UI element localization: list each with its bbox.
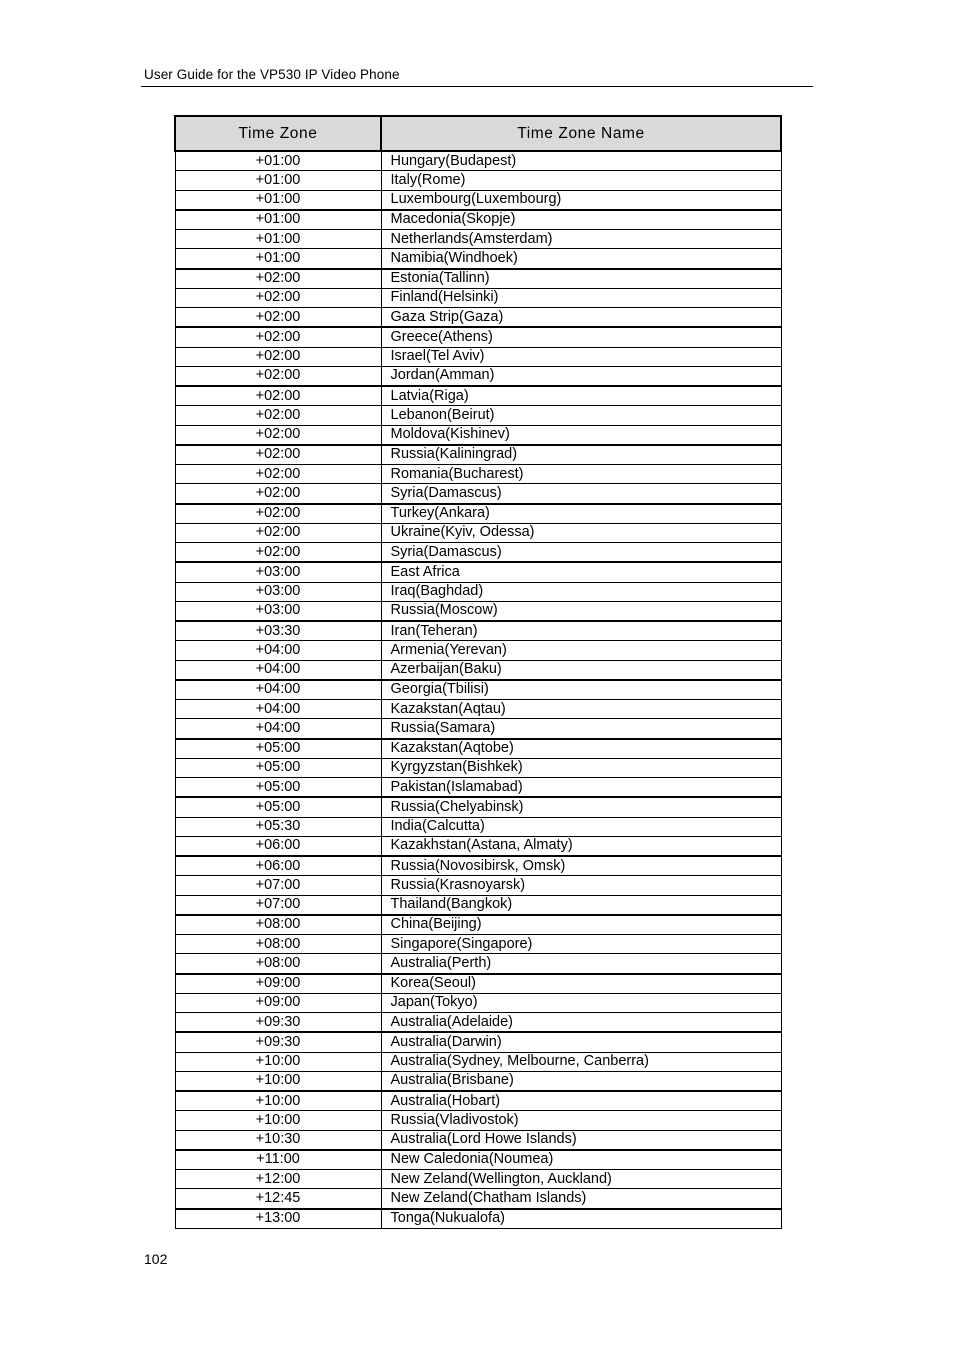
time-zone-offset-cell: +10:00 (175, 1091, 381, 1111)
table-row (175, 915, 781, 935)
time-zone-offset-cell: +04:00 (175, 660, 381, 680)
time-zone-name-cell: Iran(Teheran) (381, 621, 781, 641)
time-zone-name-cell: Syria(Damascus) (381, 543, 781, 563)
time-zone-name-cell: New Zeland(Wellington, Auckland) (381, 1170, 781, 1189)
table-row (175, 230, 781, 249)
table-row (175, 856, 781, 876)
time-zone-offset-cell: +06:00 (175, 856, 381, 876)
table-row (175, 778, 781, 798)
time-zone-offset-cell: +09:00 (175, 993, 381, 1012)
table-row (175, 1013, 781, 1033)
table-row (175, 1189, 781, 1209)
time-zone-name-cell: Korea(Seoul) (381, 974, 781, 994)
time-zone-name-cell: Moldova(Kishinev) (381, 425, 781, 445)
time-zone-offset-cell: +01:00 (175, 171, 381, 190)
table-row (175, 249, 781, 269)
table-row (175, 406, 781, 425)
table-row (175, 739, 781, 759)
time-zone-offset-cell: +02:00 (175, 465, 381, 484)
time-zone-offset-cell: +03:00 (175, 601, 381, 621)
table-row (175, 269, 781, 289)
time-zone-name-cell: Estonia(Tallinn) (381, 269, 781, 289)
time-zone-offset-cell: +01:00 (175, 151, 381, 171)
time-zone-name-cell: Kazakhstan(Astana, Almaty) (381, 836, 781, 856)
time-zone-name-cell: India(Calcutta) (381, 817, 781, 836)
table-row (175, 1052, 781, 1071)
time-zone-name-cell: Syria(Damascus) (381, 484, 781, 504)
time-zone-name-cell: Turkey(Ankara) (381, 504, 781, 524)
time-zone-offset-cell: +10:00 (175, 1111, 381, 1130)
time-zone-offset-cell: +07:00 (175, 895, 381, 915)
column-header-time-zone-name: Time Zone Name (381, 116, 781, 151)
header-rule (141, 86, 813, 87)
time-zone-name-cell: Netherlands(Amsterdam) (381, 230, 781, 249)
time-zone-name-cell: Iraq(Baghdad) (381, 582, 781, 601)
table-row (175, 935, 781, 954)
time-zone-name-cell: Lebanon(Beirut) (381, 406, 781, 425)
table-row (175, 210, 781, 230)
time-zone-offset-cell: +13:00 (175, 1209, 381, 1229)
time-zone-offset-cell: +02:00 (175, 406, 381, 425)
time-zone-offset-cell: +02:00 (175, 523, 381, 542)
table-header-row (175, 116, 781, 151)
time-zone-offset-cell: +02:00 (175, 386, 381, 406)
time-zone-name-cell: Jordan(Amman) (381, 366, 781, 386)
table-row (175, 1032, 781, 1052)
table-row (175, 386, 781, 406)
time-zone-name-cell: Armenia(Yerevan) (381, 641, 781, 660)
time-zone-offset-cell: +05:00 (175, 758, 381, 777)
table-row (175, 719, 781, 739)
time-zone-offset-cell: +08:00 (175, 935, 381, 954)
time-zone-offset-cell: +02:00 (175, 543, 381, 563)
time-zone-name-cell: Australia(Darwin) (381, 1032, 781, 1052)
time-zone-offset-cell: +02:00 (175, 504, 381, 524)
time-zone-offset-cell: +05:00 (175, 797, 381, 817)
time-zone-name-cell: Australia(Brisbane) (381, 1071, 781, 1091)
table-row (175, 366, 781, 386)
table-row (175, 680, 781, 700)
table-row (175, 1071, 781, 1091)
time-zone-name-cell: Russia(Moscow) (381, 601, 781, 621)
time-zone-offset-cell: +03:00 (175, 562, 381, 582)
time-zone-offset-cell: +10:00 (175, 1052, 381, 1071)
time-zone-name-cell: Japan(Tokyo) (381, 993, 781, 1012)
time-zone-offset-cell: +01:00 (175, 249, 381, 269)
time-zone-name-cell: New Caledonia(Noumea) (381, 1150, 781, 1170)
table-row (175, 308, 781, 328)
time-zone-offset-cell: +03:00 (175, 582, 381, 601)
table-row (175, 1091, 781, 1111)
table-row (175, 954, 781, 974)
time-zone-offset-cell: +09:30 (175, 1032, 381, 1052)
time-zone-name-cell: Tonga(Nukualofa) (381, 1209, 781, 1229)
table-row (175, 504, 781, 524)
time-zone-name-cell: Latvia(Riga) (381, 386, 781, 406)
table-row (175, 327, 781, 347)
table-row (175, 895, 781, 915)
table-row (175, 1209, 781, 1229)
table-row (175, 484, 781, 504)
time-zone-offset-cell: +02:00 (175, 484, 381, 504)
table-row (175, 836, 781, 856)
page-number: 102 (144, 1251, 168, 1267)
table-row (175, 817, 781, 836)
time-zone-name-cell: Gaza Strip(Gaza) (381, 308, 781, 328)
time-zone-name-cell: Australia(Perth) (381, 954, 781, 974)
table-row (175, 974, 781, 994)
time-zone-name-cell: China(Beijing) (381, 915, 781, 935)
time-zone-name-cell: Australia(Sydney, Melbourne, Canberra) (381, 1052, 781, 1071)
table-row (175, 700, 781, 719)
time-zone-name-cell: Russia(Samara) (381, 719, 781, 739)
time-zone-offset-cell: +02:00 (175, 288, 381, 307)
time-zone-table-body (175, 151, 781, 1228)
time-zone-offset-cell: +03:30 (175, 621, 381, 641)
time-zone-offset-cell: +09:30 (175, 1013, 381, 1033)
time-zone-name-cell: Pakistan(Islamabad) (381, 778, 781, 798)
table-row (175, 1130, 781, 1150)
table-row (175, 523, 781, 542)
time-zone-name-cell: East Africa (381, 562, 781, 582)
table-row (175, 641, 781, 660)
time-zone-offset-cell: +04:00 (175, 680, 381, 700)
table-row (175, 190, 781, 210)
table-row (175, 347, 781, 366)
table-row (175, 1150, 781, 1170)
table-row (175, 562, 781, 582)
time-zone-name-cell: Namibia(Windhoek) (381, 249, 781, 269)
time-zone-table (174, 115, 782, 1229)
time-zone-name-cell: Azerbaijan(Baku) (381, 660, 781, 680)
time-zone-offset-cell: +05:00 (175, 739, 381, 759)
time-zone-offset-cell: +02:00 (175, 445, 381, 465)
time-zone-offset-cell: +02:00 (175, 269, 381, 289)
time-zone-offset-cell: +06:00 (175, 836, 381, 856)
time-zone-offset-cell: +01:00 (175, 190, 381, 210)
time-zone-offset-cell: +11:00 (175, 1150, 381, 1170)
time-zone-offset-cell: +08:00 (175, 915, 381, 935)
time-zone-name-cell: Russia(Chelyabinsk) (381, 797, 781, 817)
time-zone-offset-cell: +08:00 (175, 954, 381, 974)
time-zone-name-cell: Greece(Athens) (381, 327, 781, 347)
table-row (175, 1111, 781, 1130)
time-zone-name-cell: Hungary(Budapest) (381, 151, 781, 171)
time-zone-offset-cell: +02:00 (175, 425, 381, 445)
time-zone-name-cell: Georgia(Tbilisi) (381, 680, 781, 700)
table-row (175, 425, 781, 445)
running-header: User Guide for the VP530 IP Video Phone (144, 67, 400, 82)
time-zone-name-cell: Russia(Vladivostok) (381, 1111, 781, 1130)
time-zone-offset-cell: +04:00 (175, 700, 381, 719)
time-zone-name-cell: Russia(Krasnoyarsk) (381, 876, 781, 895)
table-row (175, 151, 781, 171)
time-zone-offset-cell: +05:30 (175, 817, 381, 836)
time-zone-name-cell: Ukraine(Kyiv, Odessa) (381, 523, 781, 542)
time-zone-name-cell: Macedonia(Skopje) (381, 210, 781, 230)
table-row (175, 543, 781, 563)
time-zone-offset-cell: +10:30 (175, 1130, 381, 1150)
time-zone-name-cell: New Zeland(Chatham Islands) (381, 1189, 781, 1209)
table-row (175, 993, 781, 1012)
time-zone-offset-cell: +02:00 (175, 366, 381, 386)
time-zone-name-cell: Singapore(Singapore) (381, 935, 781, 954)
time-zone-offset-cell: +02:00 (175, 347, 381, 366)
column-header-time-zone: Time Zone (175, 116, 381, 151)
time-zone-offset-cell: +05:00 (175, 778, 381, 798)
table-row (175, 601, 781, 621)
time-zone-name-cell: Russia(Novosibirsk, Omsk) (381, 856, 781, 876)
time-zone-name-cell: Luxembourg(Luxembourg) (381, 190, 781, 210)
time-zone-offset-cell: +04:00 (175, 641, 381, 660)
time-zone-offset-cell: +04:00 (175, 719, 381, 739)
table-row (175, 171, 781, 190)
table-row (175, 288, 781, 307)
time-zone-name-cell: Romania(Bucharest) (381, 465, 781, 484)
table-row (175, 465, 781, 484)
time-zone-offset-cell: +02:00 (175, 327, 381, 347)
time-zone-name-cell: Kyrgyzstan(Bishkek) (381, 758, 781, 777)
table-row (175, 582, 781, 601)
time-zone-offset-cell: +12:00 (175, 1170, 381, 1189)
table-row (175, 1170, 781, 1189)
time-zone-name-cell: Finland(Helsinki) (381, 288, 781, 307)
time-zone-name-cell: Kazakstan(Aqtau) (381, 700, 781, 719)
table-row (175, 621, 781, 641)
time-zone-offset-cell: +10:00 (175, 1071, 381, 1091)
time-zone-name-cell: Thailand(Bangkok) (381, 895, 781, 915)
time-zone-offset-cell: +12:45 (175, 1189, 381, 1209)
time-zone-offset-cell: +07:00 (175, 876, 381, 895)
table-row (175, 758, 781, 777)
time-zone-offset-cell: +09:00 (175, 974, 381, 994)
table-row (175, 660, 781, 680)
time-zone-name-cell: Australia(Adelaide) (381, 1013, 781, 1033)
time-zone-name-cell: Italy(Rome) (381, 171, 781, 190)
table-row (175, 876, 781, 895)
time-zone-offset-cell: +02:00 (175, 308, 381, 328)
time-zone-offset-cell: +01:00 (175, 210, 381, 230)
time-zone-name-cell: Australia(Lord Howe Islands) (381, 1130, 781, 1150)
time-zone-name-cell: Australia(Hobart) (381, 1091, 781, 1111)
table-row (175, 445, 781, 465)
time-zone-name-cell: Russia(Kaliningrad) (381, 445, 781, 465)
table-row (175, 797, 781, 817)
time-zone-offset-cell: +01:00 (175, 230, 381, 249)
time-zone-name-cell: Kazakstan(Aqtobe) (381, 739, 781, 759)
time-zone-name-cell: Israel(Tel Aviv) (381, 347, 781, 366)
